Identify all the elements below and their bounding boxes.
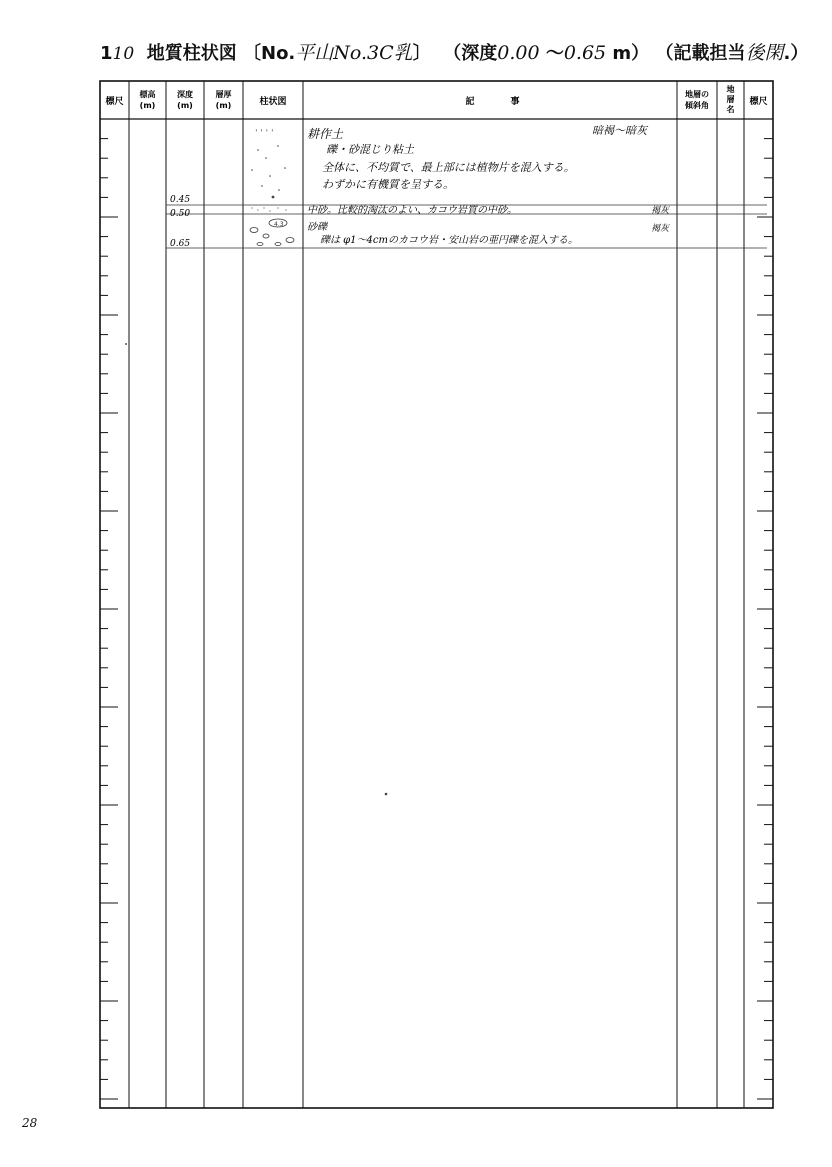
recorder-label: （記載担当 xyxy=(655,43,746,64)
bracket-close: 〕 xyxy=(412,43,431,64)
depth-separator: ～ xyxy=(545,43,564,64)
layer3-color: 褐灰 xyxy=(651,224,670,234)
col-header-formation-b: 層 xyxy=(726,95,735,104)
depth-mark-1: 0.50 xyxy=(170,209,191,219)
scale-ticks-left xyxy=(100,139,118,1099)
layer2-line-0: 中砂。比較的淘汰のよい、カコウ岩質の中砂。 xyxy=(307,205,517,216)
layer1-line-2: わずかに有機質を呈する。 xyxy=(322,178,454,191)
col-header-column: 柱状図 xyxy=(259,97,287,107)
scale-denominator: 10 xyxy=(112,44,135,64)
column-symbol-label: 4.3 xyxy=(274,221,284,228)
layer3-line-0: 礫は φ1～4cmのカコウ岩・安山岩の亜円礫を混入する。 xyxy=(320,235,578,246)
col-header-depth-unit: (m) xyxy=(177,101,193,110)
column-symbol-gravel xyxy=(250,219,294,246)
depth-unit: m） xyxy=(612,43,650,64)
svg-text:ˈ ˈ ˈ ˈ: ˈ ˈ ˈ ˈ xyxy=(255,129,274,139)
col-header-notes-a: 記 xyxy=(465,97,475,107)
depth-from: 0.00 xyxy=(497,42,540,64)
column-symbol-sand xyxy=(251,207,286,211)
scan-dot xyxy=(125,343,127,345)
recorder-name: 後閑 xyxy=(745,42,784,64)
depth-to: 0.65 xyxy=(563,42,607,64)
column-symbol-topsoil xyxy=(251,129,286,198)
scale-ticks-right xyxy=(757,139,773,1099)
col-header-depth: 深度 xyxy=(177,90,193,99)
col-header-thickness: 層厚 xyxy=(215,90,232,99)
col-header-formation-a: 地 xyxy=(726,85,735,94)
layer1-line-0: 礫・砂混じり粘土 xyxy=(326,143,414,156)
col-header-formation-c: 名 xyxy=(726,105,735,114)
page-number: 28 xyxy=(22,1116,38,1130)
col-header-dip-a: 地層の xyxy=(685,90,709,99)
recorder-close: .） xyxy=(783,43,809,64)
depth-label: （深度 xyxy=(443,43,498,64)
col-header-scale: 標尺 xyxy=(105,97,124,107)
layer2-color: 褐灰 xyxy=(651,206,670,216)
scale-numerator: 1 xyxy=(100,43,113,64)
col-header-elevation-unit: (m) xyxy=(139,101,156,110)
col-header-elevation: 標高 xyxy=(139,90,156,99)
title-text: 地質柱状図 xyxy=(146,43,237,64)
col-header-thickness-unit: (m) xyxy=(215,101,232,110)
col-header-scale-right: 標尺 xyxy=(749,97,768,107)
no-label: 〔No. xyxy=(243,43,296,64)
layer3-name: 砂礫 xyxy=(307,222,327,233)
col-header-dip-b: 傾斜角 xyxy=(685,101,709,110)
borehole-id: 平山No.3C乳 xyxy=(295,42,413,64)
depth-mark-2: 0.65 xyxy=(170,239,191,249)
depth-mark-0: 0.45 xyxy=(170,195,191,205)
layer1-color: 暗褐～暗灰 xyxy=(592,124,647,137)
scan-dot xyxy=(385,793,388,796)
col-header-notes-b: 事 xyxy=(510,97,520,107)
layer1-line-1: 全体に、不均質で、最上部には植物片を混入する。 xyxy=(322,161,575,174)
layer1-name: 耕作土 xyxy=(307,127,344,141)
